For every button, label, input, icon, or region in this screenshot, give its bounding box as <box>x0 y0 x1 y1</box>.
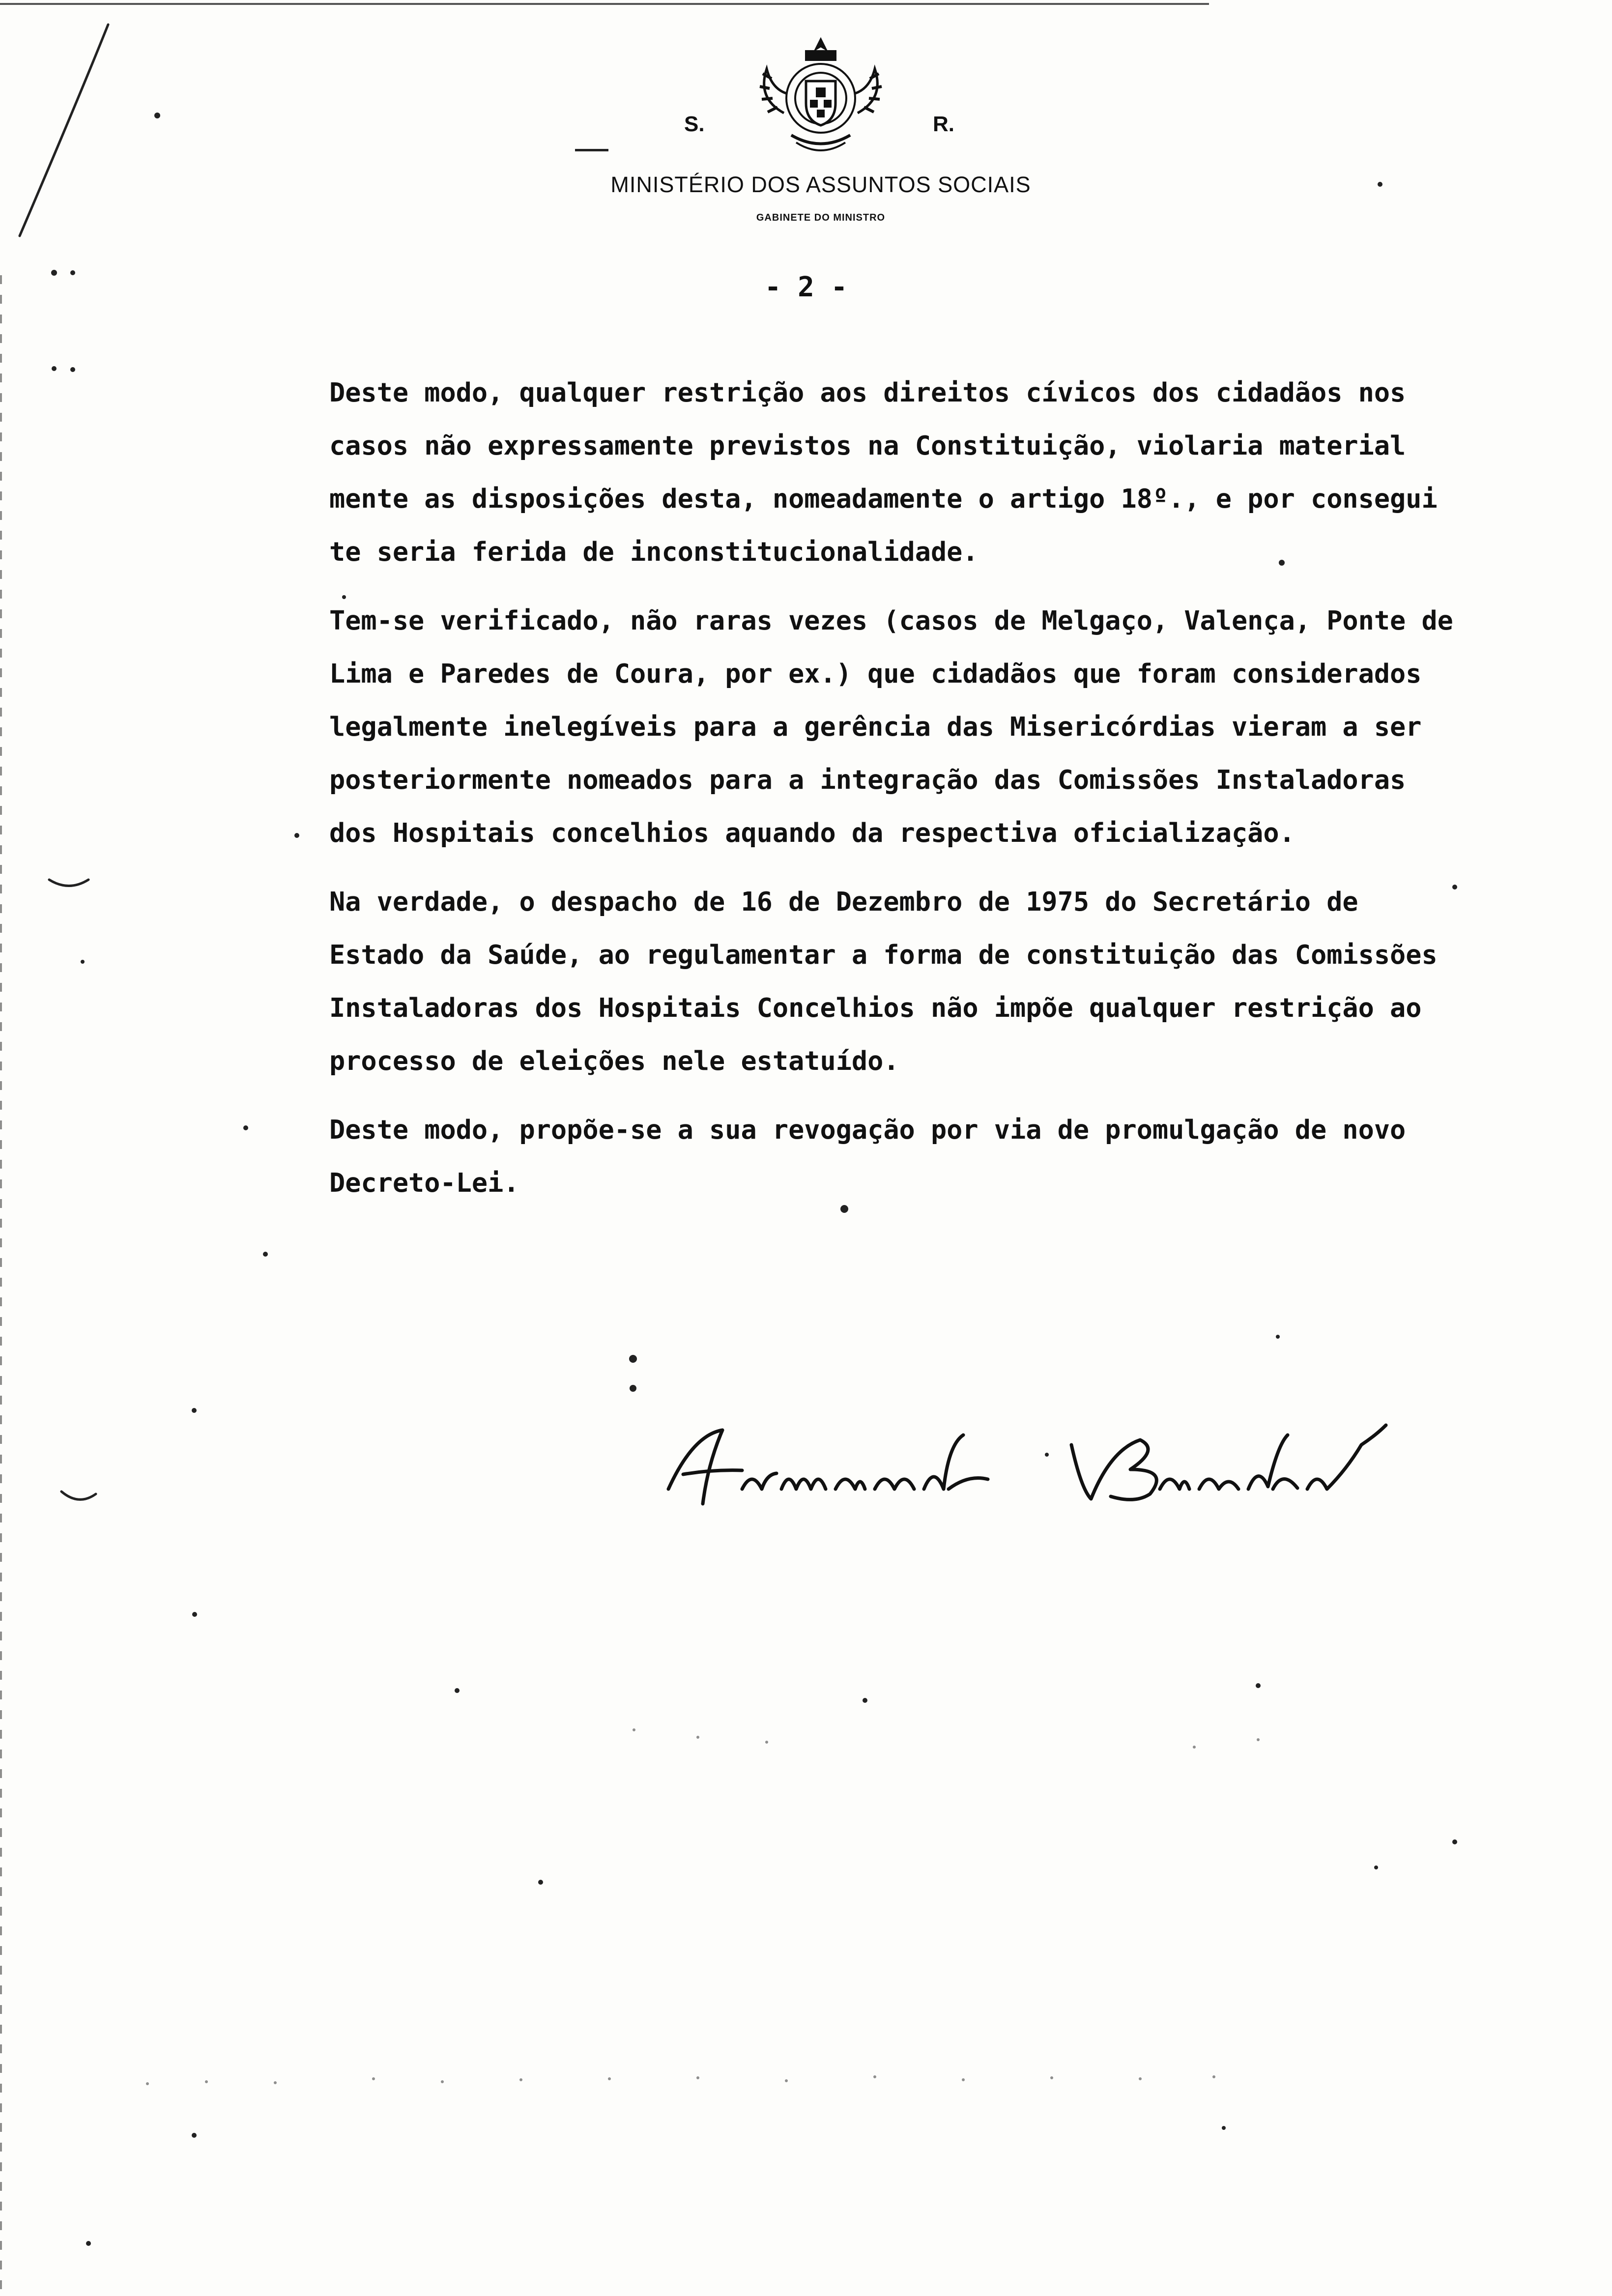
cabinet-subtitle: GABINETE DO MINISTRO <box>756 212 886 223</box>
text-line: Estado da Saúde, ao regulamentar a forma de constituição das Comissões <box>329 939 1438 970</box>
text-line: Na verdade, o despacho de 16 de Dezembro de 1975 do Secretário de <box>329 886 1358 917</box>
text-line: mente as disposições desta, nomeadamente o artigo 18º., e por consegui <box>329 483 1438 514</box>
header-letter-s: S. <box>684 112 705 136</box>
text-line: legalmente inelegíveis para a gerência das Misericórdias vieram a ser <box>329 711 1422 742</box>
text-line: Decreto-Lei. <box>329 1167 519 1198</box>
text-line: casos não expressamente previstos na Constituição, violaria material <box>329 430 1406 461</box>
ministry-title: MINISTÉRIO DOS ASSUNTOS SOCIAIS <box>610 172 1031 197</box>
text-line: processo de eleições nele estatuído. <box>329 1045 899 1076</box>
text-line: te seria ferida de inconstitucionalidade. <box>329 536 979 567</box>
text-line: Deste modo, qualquer restrição aos direitos cívicos dos cidadãos nos <box>329 377 1406 408</box>
page-number: - 2 - <box>764 271 848 303</box>
text-line: Lima e Paredes de Coura, por ex.) que cidadãos que foram considerados <box>329 658 1422 689</box>
text-line: Tem-se verificado, não raras vezes (casos de Melgaço, Valença, Ponte de <box>329 605 1453 636</box>
header-letter-r: R. <box>933 112 954 136</box>
text-line: dos Hospitais concelhios aquando da respectiva oficialização. <box>329 817 1295 848</box>
text-line: posteriormente nomeados para a integração das Comissões Instaladoras <box>329 764 1406 795</box>
text-line: Instaladoras dos Hospitais Concelhios não impõe qualquer restrição ao <box>329 992 1422 1023</box>
text-line: Deste modo, propõe-se a sua revogação por via de promulgação de novo <box>329 1114 1406 1145</box>
